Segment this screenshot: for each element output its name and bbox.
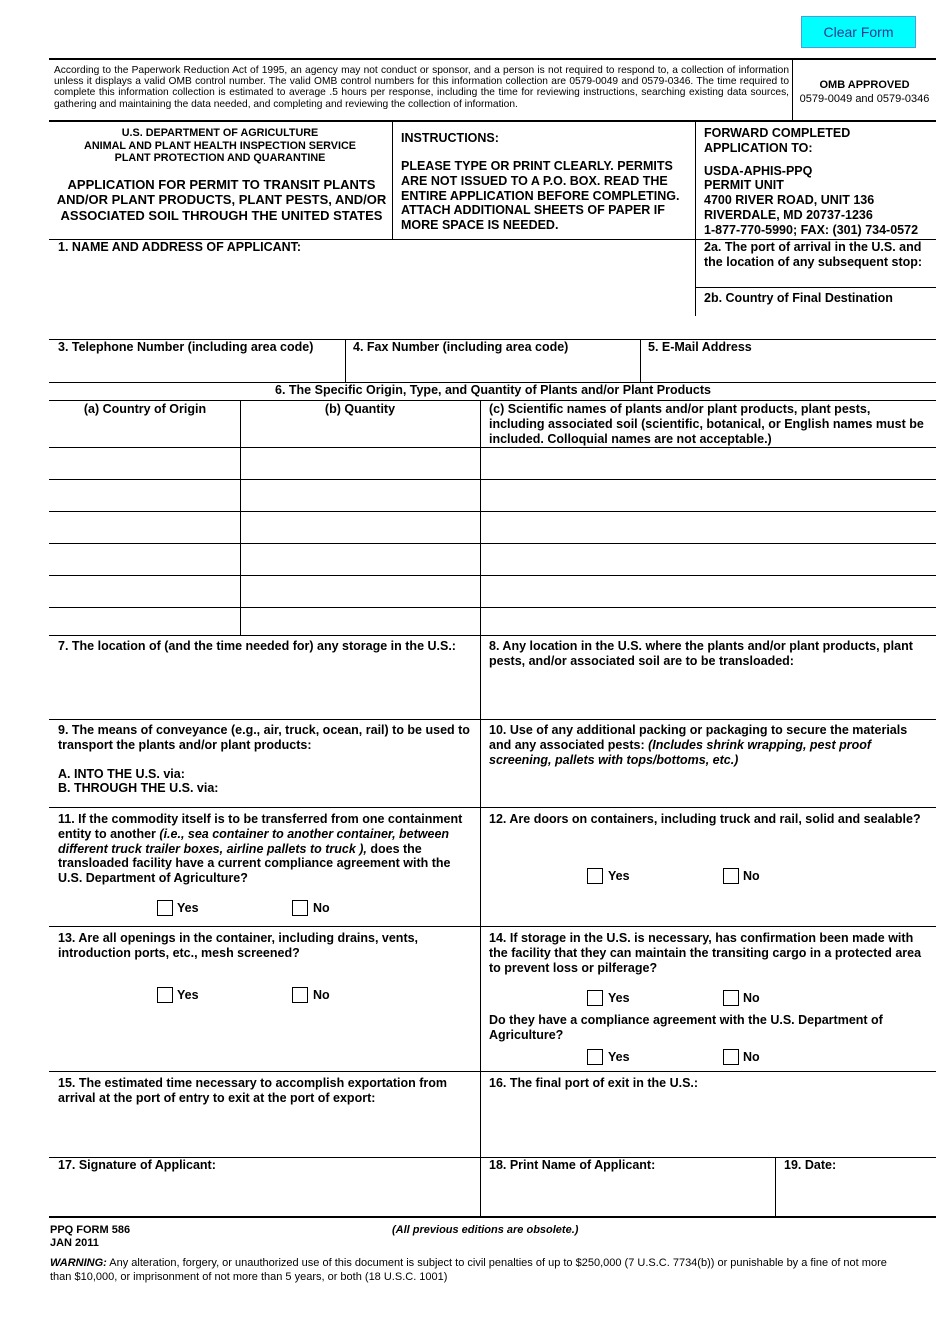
field-14-yes-checkbox[interactable] — [587, 990, 603, 1006]
final-port-input[interactable] — [481, 1094, 935, 1156]
agency-line1: U.S. DEPARTMENT OF AGRICULTURE — [121, 127, 319, 139]
field-11-yes-label: Yes — [177, 901, 199, 915]
field-14-no-label: No — [743, 991, 760, 1005]
field-14b-label: Do they have a compliance agreement with the U.S. Department of Agriculture? — [489, 1013, 883, 1042]
field-12-label: 12. Are doors on containers, including truck and rail, solid and sealable? — [489, 812, 921, 826]
field-9-label: 9. The means of conveyance (e.g., air, truck, ocean, rail) to be used to transport the plants and/or plant products: — [58, 723, 470, 752]
field-14-no-checkbox[interactable] — [723, 990, 739, 1006]
field-10-label: 10. Use of any additional packing or packaging to secure the materials and any associated pests: (Includes shrink wrapping, pest proof screening, pallets with tops/bottoms, etc.) — [489, 723, 908, 767]
field-13-no-label: No — [313, 988, 330, 1002]
field-13-yes-checkbox[interactable] — [157, 987, 173, 1003]
field-13-label: 13. Are all openings in the container, including drains, vents, introduction ports, etc., mesh screened? — [58, 931, 419, 960]
field-3-label: 3. Telephone Number (including area code) — [58, 340, 314, 354]
email-input[interactable] — [641, 357, 935, 381]
applicant-name-address-input[interactable] — [50, 256, 694, 336]
forward-title: FORWARD COMPLETED APPLICATION TO: — [704, 126, 851, 155]
forward-line5: 1-877-770-5990; FAX: (301) 734-0572 — [704, 222, 919, 237]
field-12-yes-checkbox[interactable] — [587, 868, 603, 884]
field-7-label: 7. The location of (and the time needed for) any storage in the U.S.: — [58, 639, 456, 653]
field-14b-no-checkbox[interactable] — [723, 1049, 739, 1065]
field-6b-header: (b) Quantity — [324, 402, 396, 416]
field-6a-header: (a) Country of Origin — [83, 402, 207, 416]
field-15-label: 15. The estimated time necessary to accomplish exportation from arrival at the port of entry to exit at the port of export: — [58, 1076, 448, 1105]
exportation-time-input[interactable] — [50, 1106, 479, 1156]
form-title: APPLICATION FOR PERMIT TO TRANSIT PLANTS AND/OR PLANT PRODUCTS, PLANT PESTS, AND/OR ASSOCIATED SOIL THROUGH THE UNITED STATES — [56, 177, 387, 223]
instructions-body: PLEASE TYPE OR PRINT CLEARLY. PERMITS ARE NOT ISSUED TO A P.O. BOX. READ THE ENTIRE APPLICATION BEFORE COMPLETING. ATTACH ADDITIONAL SHEETS OF PAPER IF MORE SPACE IS NEEDED. — [401, 159, 680, 233]
field-14-label: 14. If storage in the U.S. is necessary, has confirmation been made with the facility that they can maintain the transiting cargo in a protected area to prevent loss or pilferage? — [489, 931, 922, 975]
field-2b-label: 2b. Country of Final Destination — [704, 291, 893, 305]
warning-text: WARNING: Any alteration, forgery, or unauthorized use of this document is subject to civil penalties of up to $250,000 (7 U.S.C. 7734(b)) or punishable by a fine of not more than $10,000, or imprisonment of not more than 5 years, or both (18 U.S.C. 1001) — [50, 1257, 887, 1283]
agency-header — [50, 127, 390, 165]
form-date: JAN 2011 — [50, 1237, 99, 1249]
forward-line2: PERMIT UNIT — [704, 178, 784, 193]
field-6-label: 6. The Specific Origin, Type, and Quantity of Plants and/or Plant Products — [275, 383, 711, 397]
field-16-label: 16. The final port of exit in the U.S.: — [489, 1076, 699, 1090]
field-6c-header: (c) Scientific names of plants and/or plant products, plant pests, including associated soil (scientific, botanical, or English names must be included. Colloquial names are not acceptable.) — [489, 402, 924, 446]
form-number — [50, 1224, 130, 1250]
clear-form-button[interactable]: Clear Form — [801, 16, 916, 48]
forward-line4: RIVERDALE, MD 20737-1236 — [704, 207, 873, 222]
forward-line1: USDA-APHIS-PPQ — [704, 163, 813, 178]
omb-numbers: 0579-0049 and 0579-0346 — [799, 93, 930, 105]
telephone-input[interactable] — [50, 357, 344, 381]
storage-location-input[interactable] — [50, 658, 479, 718]
field-5-label: 5. E-Mail Address — [648, 340, 752, 354]
field-11-yes-checkbox[interactable] — [157, 900, 173, 916]
paperwork-notice: According to the Paperwork Reduction Act of 1995, an agency may not conduct or sponsor, and a person is not required to respond to, a collection of information unless it displays a valid OMB control number. The valid OMB control numbers for this information collection are 0579-0049 and 0579-0346. The time required to complete this information collection is estimated to average .5 hours per response, including the time for reviewing instructions, searching existing data sources, gathering and maintaining the data needed, and completing and reviewing the collection of information. — [54, 65, 789, 110]
field-12-no-checkbox[interactable] — [723, 868, 739, 884]
agency-line3: PLANT PROTECTION AND QUARANTINE — [114, 152, 326, 165]
signature-input[interactable] — [50, 1175, 479, 1215]
field-4-label: 4. Fax Number (including area code) — [353, 340, 569, 354]
instructions-title: INSTRUCTIONS: — [401, 131, 499, 145]
form-id: PPQ FORM 586 — [50, 1224, 131, 1236]
field-13-yes-label: Yes — [177, 988, 199, 1002]
field-17-label: 17. Signature of Applicant: — [58, 1158, 216, 1172]
field-14b-no-label: No — [743, 1050, 760, 1064]
top-rule — [49, 58, 936, 60]
field-11-no-label: No — [313, 901, 330, 915]
omb-approved: OMB APPROVED — [819, 79, 910, 91]
field-9a-label: A. INTO THE U.S. via: — [58, 767, 185, 781]
field-1-label: 1. NAME AND ADDRESS OF APPLICANT: — [58, 240, 302, 254]
field-9b-label: B. THROUGH THE U.S. via: — [58, 781, 219, 795]
forward-line3: 4700 RIVER ROAD, UNIT 136 — [704, 193, 875, 208]
transload-location-input[interactable] — [481, 670, 935, 718]
field-19-label: 19. Date: — [784, 1158, 837, 1172]
field-13-no-checkbox[interactable] — [292, 987, 308, 1003]
fax-input[interactable] — [346, 357, 639, 381]
print-name-input[interactable] — [481, 1175, 774, 1215]
field-14-yes-label: Yes — [608, 991, 630, 1005]
field-18-label: 18. Print Name of Applicant: — [489, 1158, 656, 1172]
field-8-label: 8. Any location in the U.S. where the plants and/or plant products, plant pests, and/or associated soil are to be transloaded: — [489, 639, 913, 668]
date-input[interactable] — [776, 1175, 935, 1215]
agency-line2: ANIMAL AND PLANT HEALTH INSPECTION SERVICE — [84, 139, 356, 152]
field-12-yes-label: Yes — [608, 869, 630, 883]
obsolete-note: (All previous editions are obsolete.) — [392, 1224, 579, 1236]
field-2a-label: 2a. The port of arrival in the U.S. and the location of any subsequent stop: — [704, 240, 923, 269]
field-11-no-checkbox[interactable] — [292, 900, 308, 916]
field-11-label: 11. If the commodity itself is to be transferred from one containment entity to another (i.e., sea container to another container, between different truck trailer boxes, airline pallets to truck ), does the transloaded facility have a current compliance agreement with the U.S. Department of Agriculture? — [58, 812, 463, 886]
field-14b-yes-label: Yes — [608, 1050, 630, 1064]
forward-address — [704, 126, 932, 238]
field-14b-yes-checkbox[interactable] — [587, 1049, 603, 1065]
field-12-no-label: No — [743, 869, 760, 883]
